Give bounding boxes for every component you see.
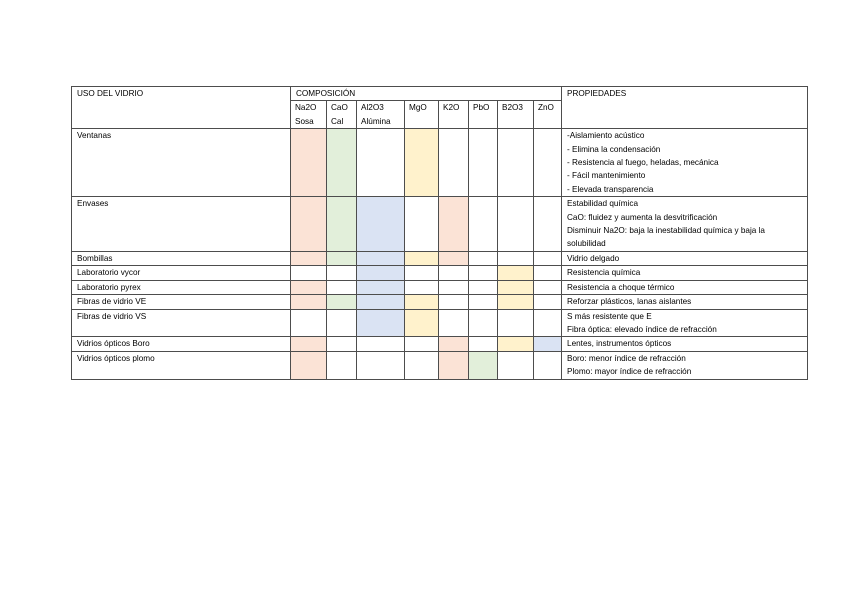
composition-cell-na2o <box>291 309 327 337</box>
compound-header <box>405 101 439 129</box>
composition-cell-al2o3 <box>357 197 405 252</box>
composition-cell-na2o <box>291 351 327 379</box>
uso-cell: Fibras de vidrio VE <box>72 295 291 309</box>
compound-header <box>291 101 327 129</box>
table-row <box>72 280 808 294</box>
composition-cell-na2o <box>291 129 327 197</box>
composition-cell-na2o <box>291 295 327 309</box>
composition-cell-pbo <box>469 197 498 252</box>
composition-cell-k2o <box>439 129 469 197</box>
table-row <box>72 295 808 309</box>
composition-cell-mgo <box>405 309 439 337</box>
propiedad-line: Boro: menor índice de refracción <box>567 353 686 363</box>
composition-cell-k2o <box>439 309 469 337</box>
propiedad-line: Vidrio delgado <box>567 253 620 263</box>
header-row-1 <box>72 87 808 101</box>
propiedad-line: Resistencia a choque térmico <box>567 282 675 292</box>
composition-cell-zno <box>534 197 562 252</box>
composition-cell-cao <box>327 280 357 294</box>
compound-header <box>534 101 562 129</box>
compound-name: Sosa <box>295 116 314 126</box>
composition-cell-pbo <box>469 280 498 294</box>
header-uso: USO DEL VIDRIO <box>72 87 291 129</box>
composition-cell-k2o <box>439 266 469 280</box>
compound-header <box>357 101 405 129</box>
composition-cell-k2o <box>439 295 469 309</box>
composition-cell-al2o3 <box>357 351 405 379</box>
uso-cell: Laboratorio pyrex <box>72 280 291 294</box>
propiedades-cell <box>562 280 808 294</box>
composition-cell-b2o3 <box>498 309 534 337</box>
glass-uses-table <box>71 86 808 380</box>
propiedad-line: Fibra óptica: elevado índice de refracción <box>567 324 717 334</box>
uso-cell: Vidrios ópticos plomo <box>72 351 291 379</box>
composition-cell-mgo <box>405 337 439 351</box>
composition-cell-al2o3 <box>357 266 405 280</box>
composition-cell-al2o3 <box>357 337 405 351</box>
composition-cell-cao <box>327 197 357 252</box>
propiedades-cell <box>562 337 808 351</box>
propiedades-cell <box>562 197 808 252</box>
composition-cell-b2o3 <box>498 129 534 197</box>
propiedad-line: - Resistencia al fuego, heladas, mecánica <box>567 158 719 168</box>
composition-cell-zno <box>534 309 562 337</box>
compound-header <box>498 101 534 129</box>
composition-cell-zno <box>534 266 562 280</box>
compound-name: Cal <box>331 116 344 126</box>
compound-formula: Al2O3 <box>361 103 384 113</box>
composition-cell-cao <box>327 295 357 309</box>
composition-cell-al2o3 <box>357 251 405 265</box>
propiedad-line: Resistencia química <box>567 268 641 278</box>
composition-cell-na2o <box>291 266 327 280</box>
composition-cell-mgo <box>405 251 439 265</box>
composition-cell-pbo <box>469 337 498 351</box>
composition-cell-na2o <box>291 251 327 265</box>
composition-cell-cao <box>327 351 357 379</box>
composition-cell-k2o <box>439 197 469 252</box>
table-row <box>72 266 808 280</box>
table-body <box>72 87 808 380</box>
composition-cell-b2o3 <box>498 337 534 351</box>
uso-cell: Vidrios ópticos Boro <box>72 337 291 351</box>
composition-cell-al2o3 <box>357 129 405 197</box>
propiedad-line: - Fácil mantenimiento <box>567 171 646 181</box>
composition-cell-pbo <box>469 251 498 265</box>
propiedad-line: S más resistente que E <box>567 311 652 321</box>
header-propiedades: PROPIEDADES <box>562 87 808 129</box>
propiedad-line: Lentes, instrumentos ópticos <box>567 339 672 349</box>
composition-cell-k2o <box>439 280 469 294</box>
header-composicion: COMPOSICIÓN <box>291 87 562 101</box>
propiedad-line: -Aislamiento acústico <box>567 131 645 141</box>
composition-cell-zno <box>534 337 562 351</box>
composition-cell-mgo <box>405 295 439 309</box>
propiedad-line: Estabilidad química <box>567 199 639 209</box>
propiedades-cell <box>562 309 808 337</box>
propiedad-line: - Elimina la condensación <box>567 144 661 154</box>
compound-header <box>327 101 357 129</box>
composition-cell-zno <box>534 280 562 294</box>
composition-cell-al2o3 <box>357 295 405 309</box>
composition-cell-cao <box>327 309 357 337</box>
uso-cell: Envases <box>72 197 291 252</box>
composition-cell-mgo <box>405 197 439 252</box>
composition-cell-pbo <box>469 295 498 309</box>
composition-cell-b2o3 <box>498 197 534 252</box>
propiedades-cell <box>562 251 808 265</box>
propiedad-line: Plomo: mayor índice de refracción <box>567 367 692 377</box>
composition-cell-al2o3 <box>357 309 405 337</box>
composition-cell-zno <box>534 129 562 197</box>
composition-cell-cao <box>327 266 357 280</box>
table-row <box>72 351 808 379</box>
uso-cell: Laboratorio vycor <box>72 266 291 280</box>
composition-cell-b2o3 <box>498 351 534 379</box>
propiedades-cell <box>562 295 808 309</box>
composition-cell-mgo <box>405 280 439 294</box>
propiedad-line: CaO: fluidez y aumenta la desvitrificación <box>567 212 718 222</box>
composition-cell-mgo <box>405 129 439 197</box>
table-row <box>72 251 808 265</box>
composition-cell-zno <box>534 295 562 309</box>
composition-cell-mgo <box>405 351 439 379</box>
composition-cell-zno <box>534 351 562 379</box>
compound-header <box>469 101 498 129</box>
table-row <box>72 129 808 197</box>
composition-cell-na2o <box>291 280 327 294</box>
composition-cell-zno <box>534 251 562 265</box>
composition-cell-na2o <box>291 337 327 351</box>
propiedad-line: - Elevada transparencia <box>567 184 654 194</box>
composition-cell-cao <box>327 337 357 351</box>
composition-cell-al2o3 <box>357 280 405 294</box>
propiedad-line: Reforzar plásticos, lanas aislantes <box>567 297 692 307</box>
compound-header <box>439 101 469 129</box>
uso-cell: Ventanas <box>72 129 291 197</box>
composition-cell-b2o3 <box>498 266 534 280</box>
table-row <box>72 197 808 252</box>
composition-cell-b2o3 <box>498 251 534 265</box>
uso-cell: Bombillas <box>72 251 291 265</box>
table-row <box>72 337 808 351</box>
composition-cell-pbo <box>469 351 498 379</box>
composition-cell-k2o <box>439 251 469 265</box>
composition-cell-k2o <box>439 351 469 379</box>
compound-formula: MgO <box>409 103 427 113</box>
composition-cell-na2o <box>291 197 327 252</box>
uso-cell: Fibras de vidrio VS <box>72 309 291 337</box>
compound-formula: B2O3 <box>502 103 523 113</box>
composition-cell-pbo <box>469 266 498 280</box>
propiedad-line: Disminuir Na2O: baja la inestabilidad química y baja la solubilidad <box>567 226 765 249</box>
compound-formula: ZnO <box>538 103 554 113</box>
compound-formula: PbO <box>473 103 490 113</box>
compound-name: Alúmina <box>361 116 391 126</box>
propiedades-cell <box>562 351 808 379</box>
composition-cell-cao <box>327 251 357 265</box>
composition-cell-pbo <box>469 129 498 197</box>
table-row <box>72 309 808 337</box>
propiedades-cell <box>562 129 808 197</box>
composition-cell-k2o <box>439 337 469 351</box>
compound-formula: CaO <box>331 103 348 113</box>
compound-formula: Na2O <box>295 103 317 113</box>
composition-cell-b2o3 <box>498 280 534 294</box>
composition-cell-cao <box>327 129 357 197</box>
propiedades-cell <box>562 266 808 280</box>
composition-cell-mgo <box>405 266 439 280</box>
composition-cell-b2o3 <box>498 295 534 309</box>
composition-cell-pbo <box>469 309 498 337</box>
compound-formula: K2O <box>443 103 460 113</box>
